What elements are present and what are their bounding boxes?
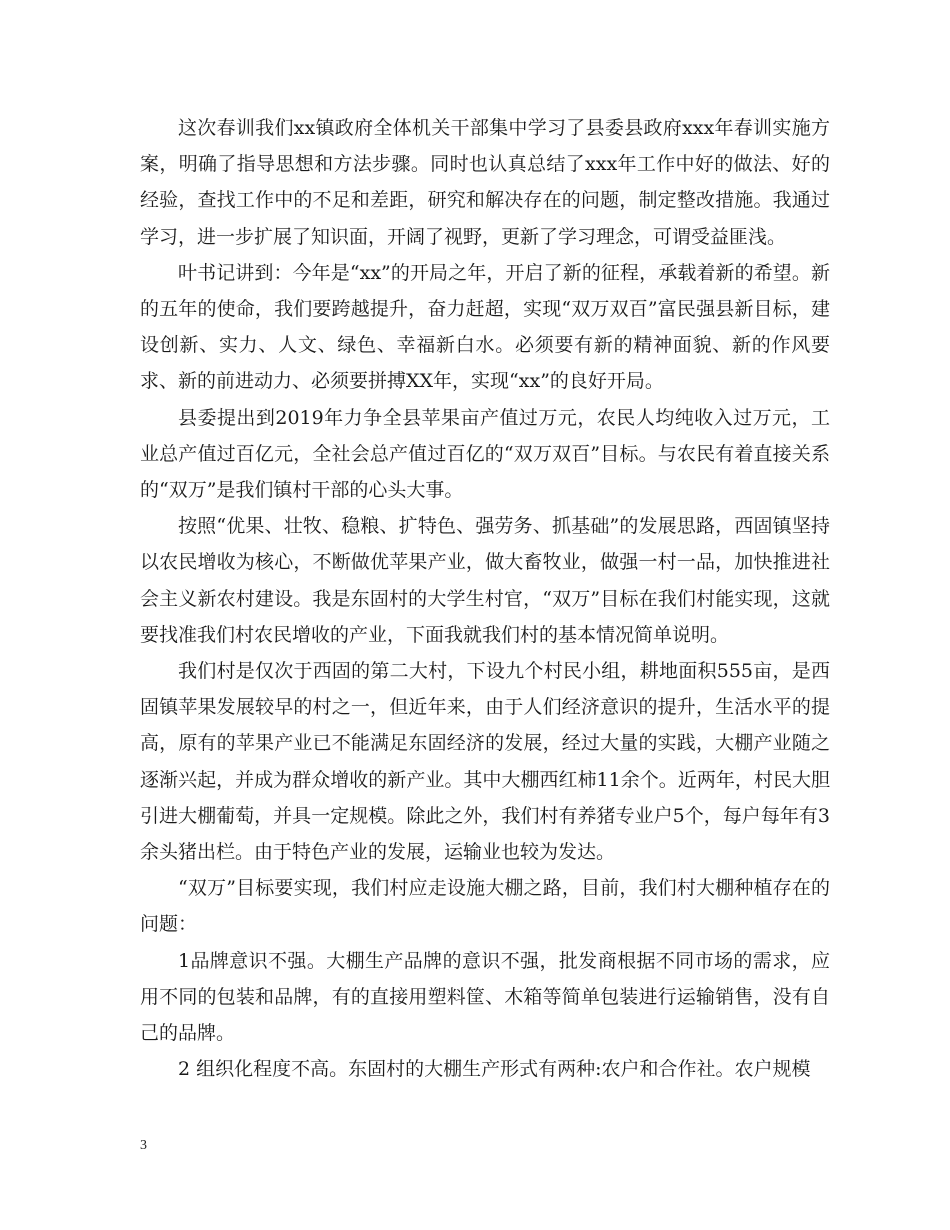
- paragraph-county-goals: 县委提出到2019年力争全县苹果亩产值过万元，农民人均纯收入过万元，工业总产值过百亿元，全社会总产值过百亿的“双万双百”目标。与农民有着直接关系的“双万”是我们镇村干部的心头大事。: [140, 406, 830, 502]
- paragraph-secretary-speech: 叶书记讲到：今年是“xx”的开局之年，开启了新的征程，承载着新的希望。新的五年的使命，我们要跨越提升，奋力赶超，实现“双万双百”富民强县新目标，建设创新、实力、人文、绿色、幸福新白水。必须要有新的精神面貌、新的作风要求、新的前进动力、必须要拼搏XX年，实现“xx”的良好开局。: [140, 261, 830, 393]
- page-number: 3: [140, 1138, 147, 1153]
- paragraph-problems-intro: “双万”目标要实现，我们村应走设施大棚之路，目前，我们村大棚种植存在的问题：: [140, 877, 830, 936]
- paragraph-problem-organization: 2 组织化程度不高。东固村的大棚生产形式有两种:农户和合作社。农户规模: [178, 1058, 811, 1081]
- paragraph-village-overview: 我们村是仅次于西固的第二大村，下设九个村民小组，耕地面积555亩，是西固镇苹果发展较早的村之一，但近年来，由于人们经济意识的提升，生活水平的提高，原有的苹果产业已不能满足东固经济的发展，经过大量的实践，大棚产业随之逐渐兴起，并成为群众增收的新产业。其中大棚西红柿11余个。近两年，村民大胆引进大棚葡萄，并具一定规模。除此之外，我们村有养猪专业户5个，每户每年有3余头猪出栏。由于特色产业的发展，运输业也较为发达。: [140, 660, 830, 864]
- document-body: [140, 110, 830, 1087]
- paragraph-problem-brand: 1品牌意识不强。大棚生产品牌的意识不强，批发商根据不同市场的需求，应用不同的包装和品牌，有的直接用塑料筐、木箱等简单包装进行运输销售，没有自己的品牌。: [140, 949, 830, 1045]
- paragraph-development-ideas: 按照“优果、壮牧、稳粮、扩特色、强劳务、抓基础”的发展思路，西固镇坚持以农民增收为核心，不断做优苹果产业，做大畜牧业，做强一村一品，加快推进社会主义新农村建设。我是东固村的大学生村官，“双万”目标在我们村能实现，这就要找准我们村农民增收的产业，下面我就我们村的基本情况简单说明。: [140, 515, 830, 646]
- paragraph-spring-training: 这次春训我们xx镇政府全体机关干部集中学习了县委县政府xxx年春训实施方案，明确了指导思想和方法步骤。同时也认真总结了xxx年工作中好的做法、好的经验，查找工作中的不足和差距，研究和解决存在的问题，制定整改措施。我通过学习，进一步扩展了知识面，开阔了视野，更新了学习理念，可谓受益匪浅。: [140, 117, 830, 248]
